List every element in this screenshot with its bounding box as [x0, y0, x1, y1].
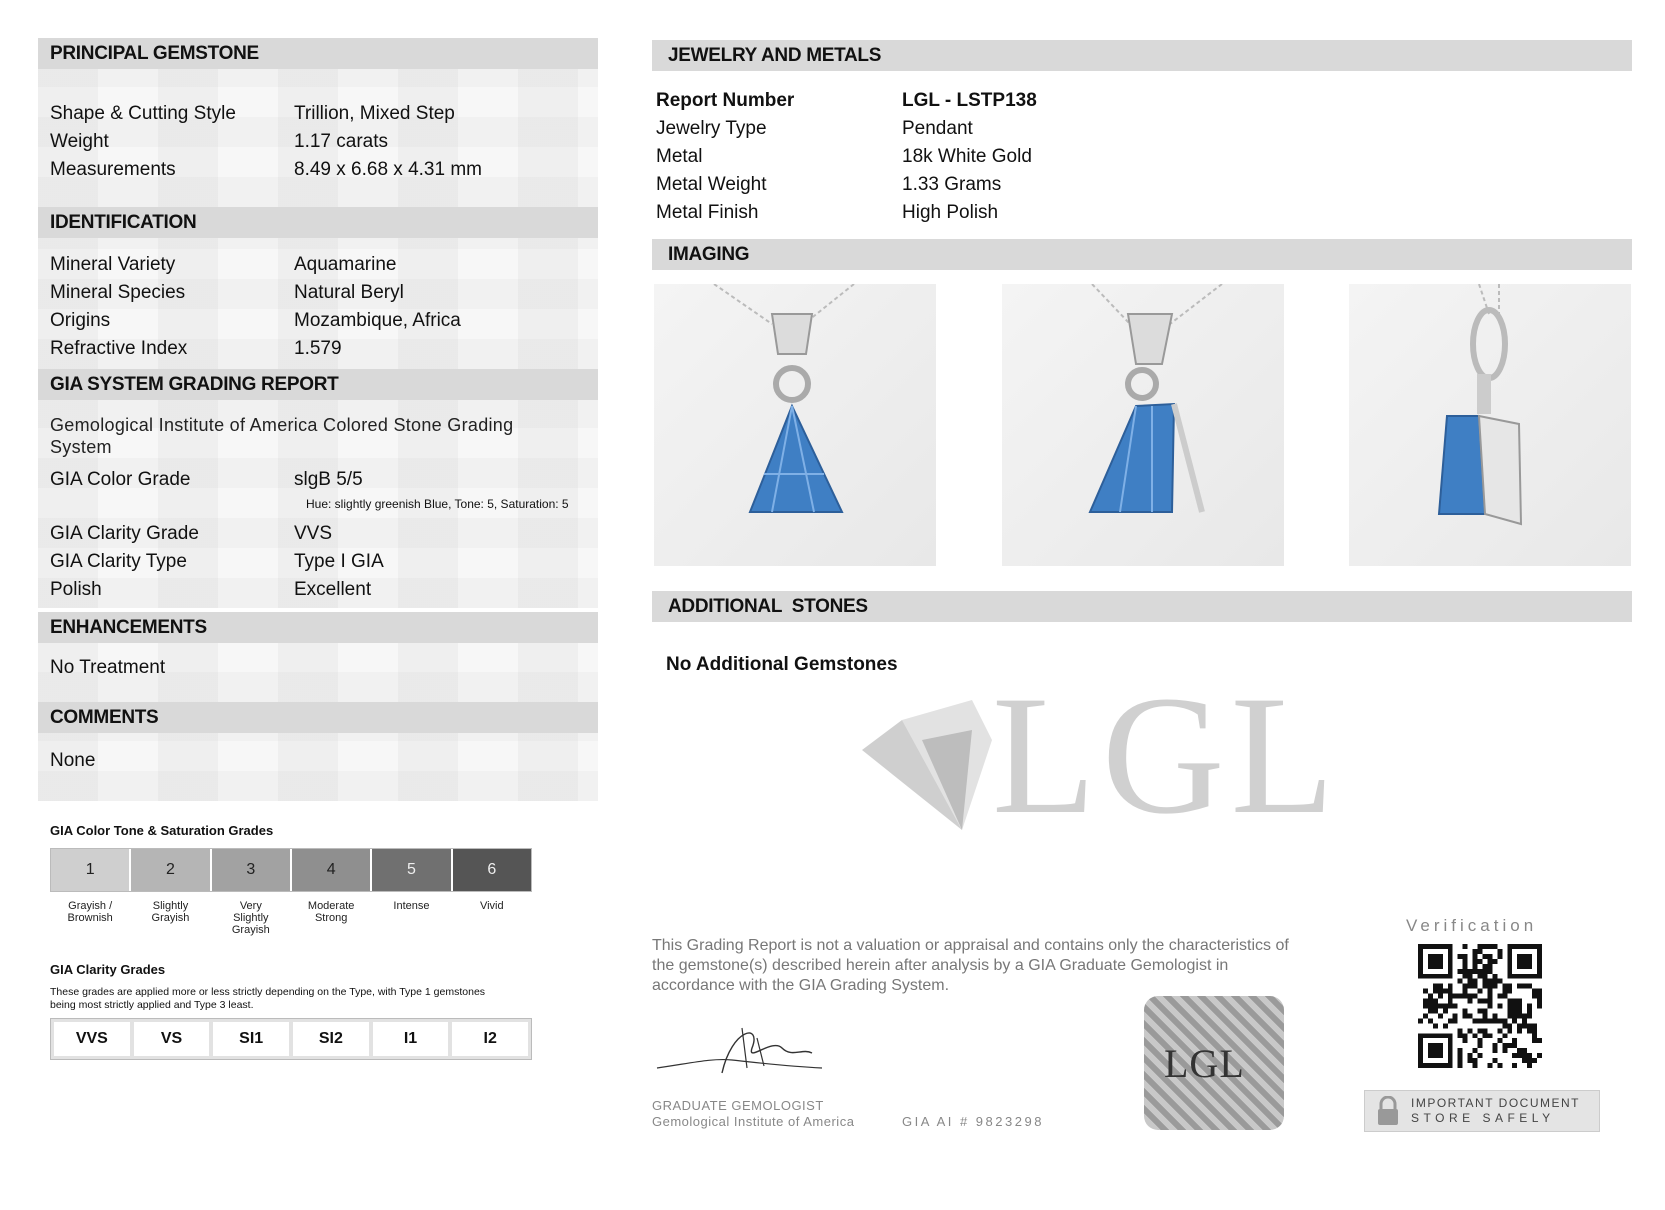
lgl-watermark-text: LGL — [992, 661, 1341, 849]
principal-row: Weight 1.17 carats — [50, 131, 388, 152]
gia-report-row: Polish Excellent — [50, 579, 372, 600]
tone-cell: 6 — [453, 849, 531, 891]
disclaimer-text: This Grading Report is not a valuation or appraisal and contains only the characteristics of the gemstone(s) described herein after analysis by a GIA Graduate Gemologist in accordance with the GIA Grading System. — [652, 937, 1289, 994]
imaging-gallery — [652, 284, 1632, 581]
clarity-cell: VS — [134, 1022, 210, 1056]
pendant-front-image — [654, 284, 936, 566]
tone-cell: 3 — [212, 849, 292, 891]
enhancements-section — [38, 612, 598, 702]
grad-title: GRADUATE GEMOLOGIST — [652, 1098, 824, 1113]
lgl-watermark-logo — [862, 661, 1341, 849]
gia-report-row: GIA Clarity Grade VVS — [50, 523, 333, 544]
important-line2: STORE SAFELY — [1411, 1111, 1555, 1125]
jewelry-row: Jewelry Type Pendant — [656, 118, 973, 139]
hologram-seal — [1144, 996, 1284, 1130]
tone-label: Slightly Grayish — [151, 900, 190, 924]
clarity-scale-title: GIA Clarity Grades — [50, 962, 166, 977]
clarity-bar — [50, 1018, 532, 1060]
gia-report-row: GIA Clarity Type Type I GIA — [50, 551, 384, 572]
clarity-scale-note: These grades are applied more or less strictly depending on the Type, with Type 1 gemstones being most strictly applied and Type 3 least. — [50, 986, 486, 1011]
principal-section — [38, 38, 598, 207]
tone-cell: 2 — [131, 849, 211, 891]
tone-cell: 1 — [51, 849, 131, 891]
clarity-cell: VVS — [54, 1022, 130, 1056]
tone-cell: 4 — [292, 849, 372, 891]
gia-report-heading: GIA SYSTEM GRADING REPORT — [38, 369, 598, 400]
tone-label: Moderate Strong — [307, 900, 355, 924]
identification-row: Origins Mozambique, Africa — [50, 310, 461, 331]
tone-label: Vivid — [479, 900, 504, 912]
seal-lgl-text: LGL — [1164, 1041, 1245, 1086]
principal-row: Measurements 8.49 x 6.68 x 4.31 mm — [50, 159, 482, 180]
gia-report-section — [38, 369, 598, 608]
jewelry-row: Metal Finish High Polish — [656, 202, 999, 223]
clarity-scale — [38, 962, 598, 1060]
qr-code[interactable] — [1418, 944, 1542, 1068]
additional-heading: ADDITIONAL STONES — [652, 591, 1632, 622]
identification-section — [38, 207, 598, 369]
additional-value: No Additional Gemstones — [666, 654, 898, 675]
jewelry-row: Metal 18k White Gold — [656, 146, 1032, 167]
identification-row: Refractive Index 1.579 — [50, 338, 342, 359]
gia-number: GIA AI # 9823298 — [902, 1114, 1044, 1129]
pendant-angle-image — [1002, 284, 1284, 566]
tone-scale — [38, 823, 598, 936]
enhancements-value-row: No Treatment — [50, 657, 166, 678]
principal-row: Shape & Cutting Style Trillion, Mixed Step — [50, 103, 455, 124]
tone-labels — [50, 900, 532, 936]
identification-heading: IDENTIFICATION — [38, 207, 598, 238]
comments-section — [38, 702, 598, 801]
clarity-cell: SI1 — [213, 1022, 289, 1056]
comments-heading: COMMENTS — [38, 702, 598, 733]
tone-label: Very Slightly Grayish — [231, 900, 270, 936]
important-line1: IMPORTANT DOCUMENT — [1411, 1096, 1581, 1110]
gia-report-subtitle: Gemological Institute of America Colored Stone Grading System — [50, 415, 514, 457]
signature — [652, 1018, 832, 1088]
identification-row: Mineral Variety Aquamarine — [50, 254, 397, 275]
grad-org: Gemological Institute of America — [652, 1114, 855, 1129]
important-document-badge — [1364, 1090, 1600, 1132]
tone-label: Intense — [393, 900, 430, 912]
clarity-cell: I1 — [373, 1022, 449, 1056]
report-number-row: Report Number LGL - LSTP138 — [656, 90, 1037, 111]
gia-color-row: GIA Color Grade slgB 5/5 — [50, 469, 363, 490]
clarity-cell: I2 — [452, 1022, 528, 1056]
right-column — [652, 40, 1632, 1129]
diamond-logo-icon — [862, 690, 1002, 840]
tone-label: Grayish / Brownish — [67, 900, 113, 924]
principal-heading: PRINCIPAL GEMSTONE — [38, 38, 598, 69]
pendant-side-image — [1349, 284, 1631, 566]
lock-icon — [1375, 1096, 1401, 1126]
clarity-cell: SI2 — [293, 1022, 369, 1056]
left-column — [38, 38, 598, 1060]
tone-cell: 5 — [372, 849, 452, 891]
enhancements-heading: ENHANCEMENTS — [38, 612, 598, 643]
verification-label: Verification — [1406, 916, 1538, 935]
gia-color-note: Hue: slightly greenish Blue, Tone: 5, Saturation: 5 — [306, 497, 569, 511]
jewelry-heading: JEWELRY AND METALS — [652, 40, 1632, 71]
tone-bar — [50, 848, 532, 892]
jewelry-row: Metal Weight 1.33 Grams — [656, 174, 1002, 195]
comments-value-row: None — [50, 750, 96, 771]
tone-scale-title: GIA Color Tone & Saturation Grades — [50, 823, 274, 838]
identification-row: Mineral Species Natural Beryl — [50, 282, 404, 303]
imaging-heading: IMAGING — [652, 239, 1632, 270]
